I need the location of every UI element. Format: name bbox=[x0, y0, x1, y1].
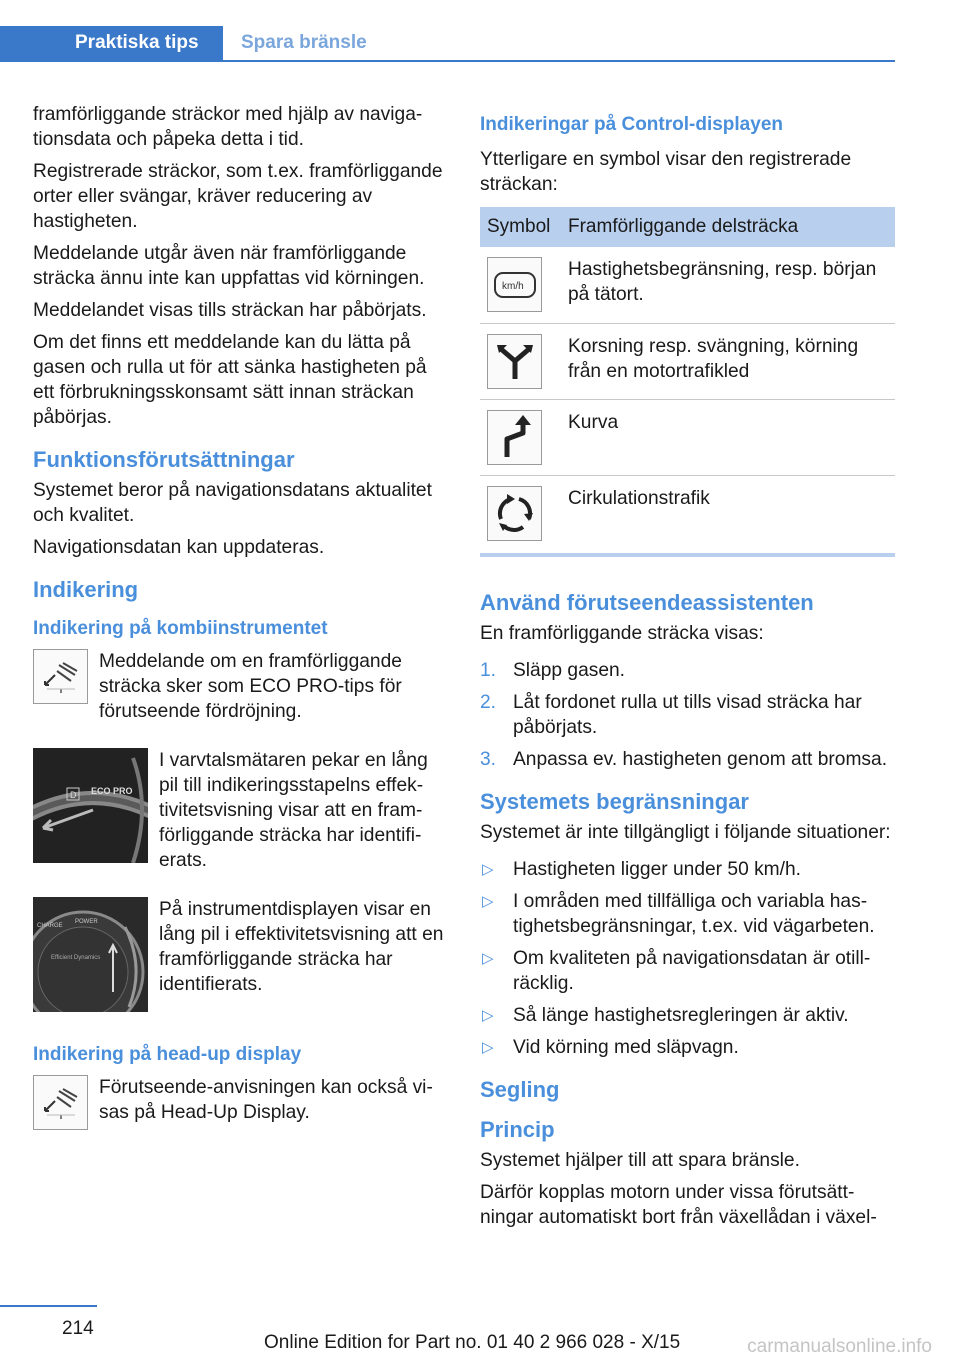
paragraph: Systemet beror på navigationsdatans aktualitet och kvalitet. bbox=[33, 480, 432, 526]
paragraph: Ytterligare en symbol visar den registrerade sträckan: bbox=[480, 149, 852, 195]
left-column bbox=[33, 102, 448, 1154]
heading-funktionsforutsattningar: Funktionsförutsättningar bbox=[33, 447, 295, 472]
tab-praktiska-tips[interactable]: Praktiska tips bbox=[0, 26, 223, 60]
list-item: 2. Låt fordonet rulla ut tills visad sträcka har påbörjats. bbox=[480, 692, 862, 738]
hud-figure-row bbox=[33, 1075, 448, 1130]
curve-icon bbox=[487, 410, 542, 465]
paragraph: Därför kopplas motorn under vissa förutsättningar automatiskt bort från växellådan i växel- bbox=[480, 1182, 877, 1228]
paragraph: Om det finns ett meddelande kan du lätta på gasen och rulla ut för att sänka hastigheten på ett förbrukningsskonsamt sätt innan sträckan påbörjas. bbox=[33, 332, 427, 428]
heading-princip: Princip bbox=[480, 1117, 555, 1142]
list-item: 3. Anpassa ev. hastigheten genom att bromsa. bbox=[480, 749, 888, 770]
paragraph: Meddelande utgår även när framförliggande sträcka ännu inte kan uppfattas vid körningen. bbox=[33, 243, 425, 289]
tachometer-photo bbox=[33, 748, 148, 863]
table-row bbox=[480, 399, 895, 475]
paragraph: Systemet hjälper till att spara bränsle. bbox=[480, 1150, 800, 1171]
list-item: ▷ Om kvaliteten på navigationsdatan är otillräcklig. bbox=[482, 948, 871, 994]
heading-control-display: Indikeringar på Control-displayen bbox=[480, 114, 783, 135]
power-label: POWER bbox=[75, 919, 98, 925]
efficient-dynamics-label: Efficient Dynamics bbox=[51, 955, 101, 961]
steps-list bbox=[480, 658, 895, 772]
hud-text: Förutseende-anvisningen kan också visas på Head-Up Display. bbox=[99, 1077, 433, 1123]
junction-icon bbox=[487, 334, 542, 389]
kombi-text: Meddelande om en framförliggande sträcka sker som ECO PRO-tips för förutseende fördröjning. bbox=[99, 651, 402, 722]
symbol-table bbox=[480, 207, 895, 553]
instrument-display-photo bbox=[33, 897, 148, 1012]
table-cell: Cirkulationstrafik bbox=[568, 487, 710, 509]
table-row bbox=[480, 475, 895, 553]
heading-segling: Segling bbox=[480, 1077, 560, 1102]
kombi-figure-row bbox=[33, 649, 448, 724]
instr-figure-row bbox=[33, 897, 448, 1012]
table-row bbox=[480, 323, 895, 399]
limitations-list bbox=[480, 857, 895, 1060]
table-cell: Hastighetsbegränsning, resp. början på tätort. bbox=[561, 247, 895, 323]
header-rule bbox=[0, 60, 895, 62]
paragraph: Meddelandet visas tills sträckan har påbörjats. bbox=[33, 300, 427, 321]
list-item: ▷ Hastigheten ligger under 50 km/h. bbox=[482, 859, 801, 880]
heading-anvand-forutseendeassistenten: Använd förutseendeassistenten bbox=[480, 590, 814, 615]
paragraph: Registrerade sträckor, som t.ex. framförliggande orter eller svängar, kräver reducering av hastigheten. bbox=[33, 161, 443, 232]
charge-label: CHARGE bbox=[37, 923, 63, 929]
speed-limit-kmh-icon bbox=[487, 257, 542, 312]
paragraph: En framförliggande sträcka visas: bbox=[480, 623, 764, 644]
table-cell: Kurva bbox=[561, 399, 895, 475]
heading-head-up-display: Indikering på head-up display bbox=[33, 1044, 302, 1065]
svg-text:km/h: km/h bbox=[501, 280, 524, 292]
table-header-delstracka: Framförliggande delsträcka bbox=[561, 207, 895, 247]
instr-text: På instrumentdisplayen visar en lång pil i effektivitetsvisning att en framförliggande sträcka har identifierats. bbox=[159, 899, 444, 995]
heading-indikering: Indikering bbox=[33, 577, 139, 602]
chapter-tabs bbox=[0, 26, 895, 62]
paragraph: framförliggande sträckor med hjälp av navigationsdata och påpeka detta i tid. bbox=[33, 104, 423, 150]
table-cell: Korsning resp. svängning, körning från en motortrafikled bbox=[561, 323, 895, 399]
table-bottom-rule bbox=[480, 553, 895, 557]
list-item: ▷ Vid körning med släpvagn. bbox=[482, 1037, 739, 1058]
table-row bbox=[480, 247, 895, 323]
anticipation-hint-icon bbox=[33, 649, 88, 704]
edition-text: Online Edition for Part no. 01 40 2 966 028 - X/15 bbox=[264, 1332, 681, 1353]
varv-text: I varvtalsmätaren pekar en lång pil till indikeringsstapelns effektivitetsvisning visar att en framförliggande sträcka har identifierats. bbox=[159, 750, 428, 871]
right-column bbox=[480, 102, 895, 1237]
gear-indicator: D bbox=[70, 790, 77, 800]
heading-kombiinstrument: Indikering på kombiinstrumentet bbox=[33, 618, 328, 639]
page-number: 214 bbox=[62, 1318, 94, 1339]
eco-pro-label: ECO PRO bbox=[91, 786, 133, 796]
footer-rule bbox=[0, 1305, 97, 1307]
table-header-symbol: Symbol bbox=[480, 207, 561, 247]
list-item: ▷ I områden med tillfälliga och variabla hastighetsbegränsningar, t.ex. vid vägarbeten. bbox=[482, 891, 875, 937]
heading-systemets-begransningar: Systemets begränsningar bbox=[480, 789, 749, 814]
paragraph: Systemet är inte tillgängligt i följande situationer: bbox=[480, 822, 891, 843]
tab-spara-bransle[interactable]: Spara bränsle bbox=[241, 32, 367, 53]
varv-figure-row bbox=[33, 748, 448, 873]
watermark: carmanualsonline.info bbox=[747, 1336, 932, 1357]
list-item: ▷ Så länge hastighetsregleringen är aktiv. bbox=[482, 1005, 849, 1026]
anticipation-hint-icon bbox=[33, 1075, 88, 1130]
paragraph: Navigationsdatan kan uppdateras. bbox=[33, 537, 325, 558]
list-item: 1. Släpp gasen. bbox=[480, 660, 626, 681]
roundabout-icon bbox=[487, 486, 542, 541]
